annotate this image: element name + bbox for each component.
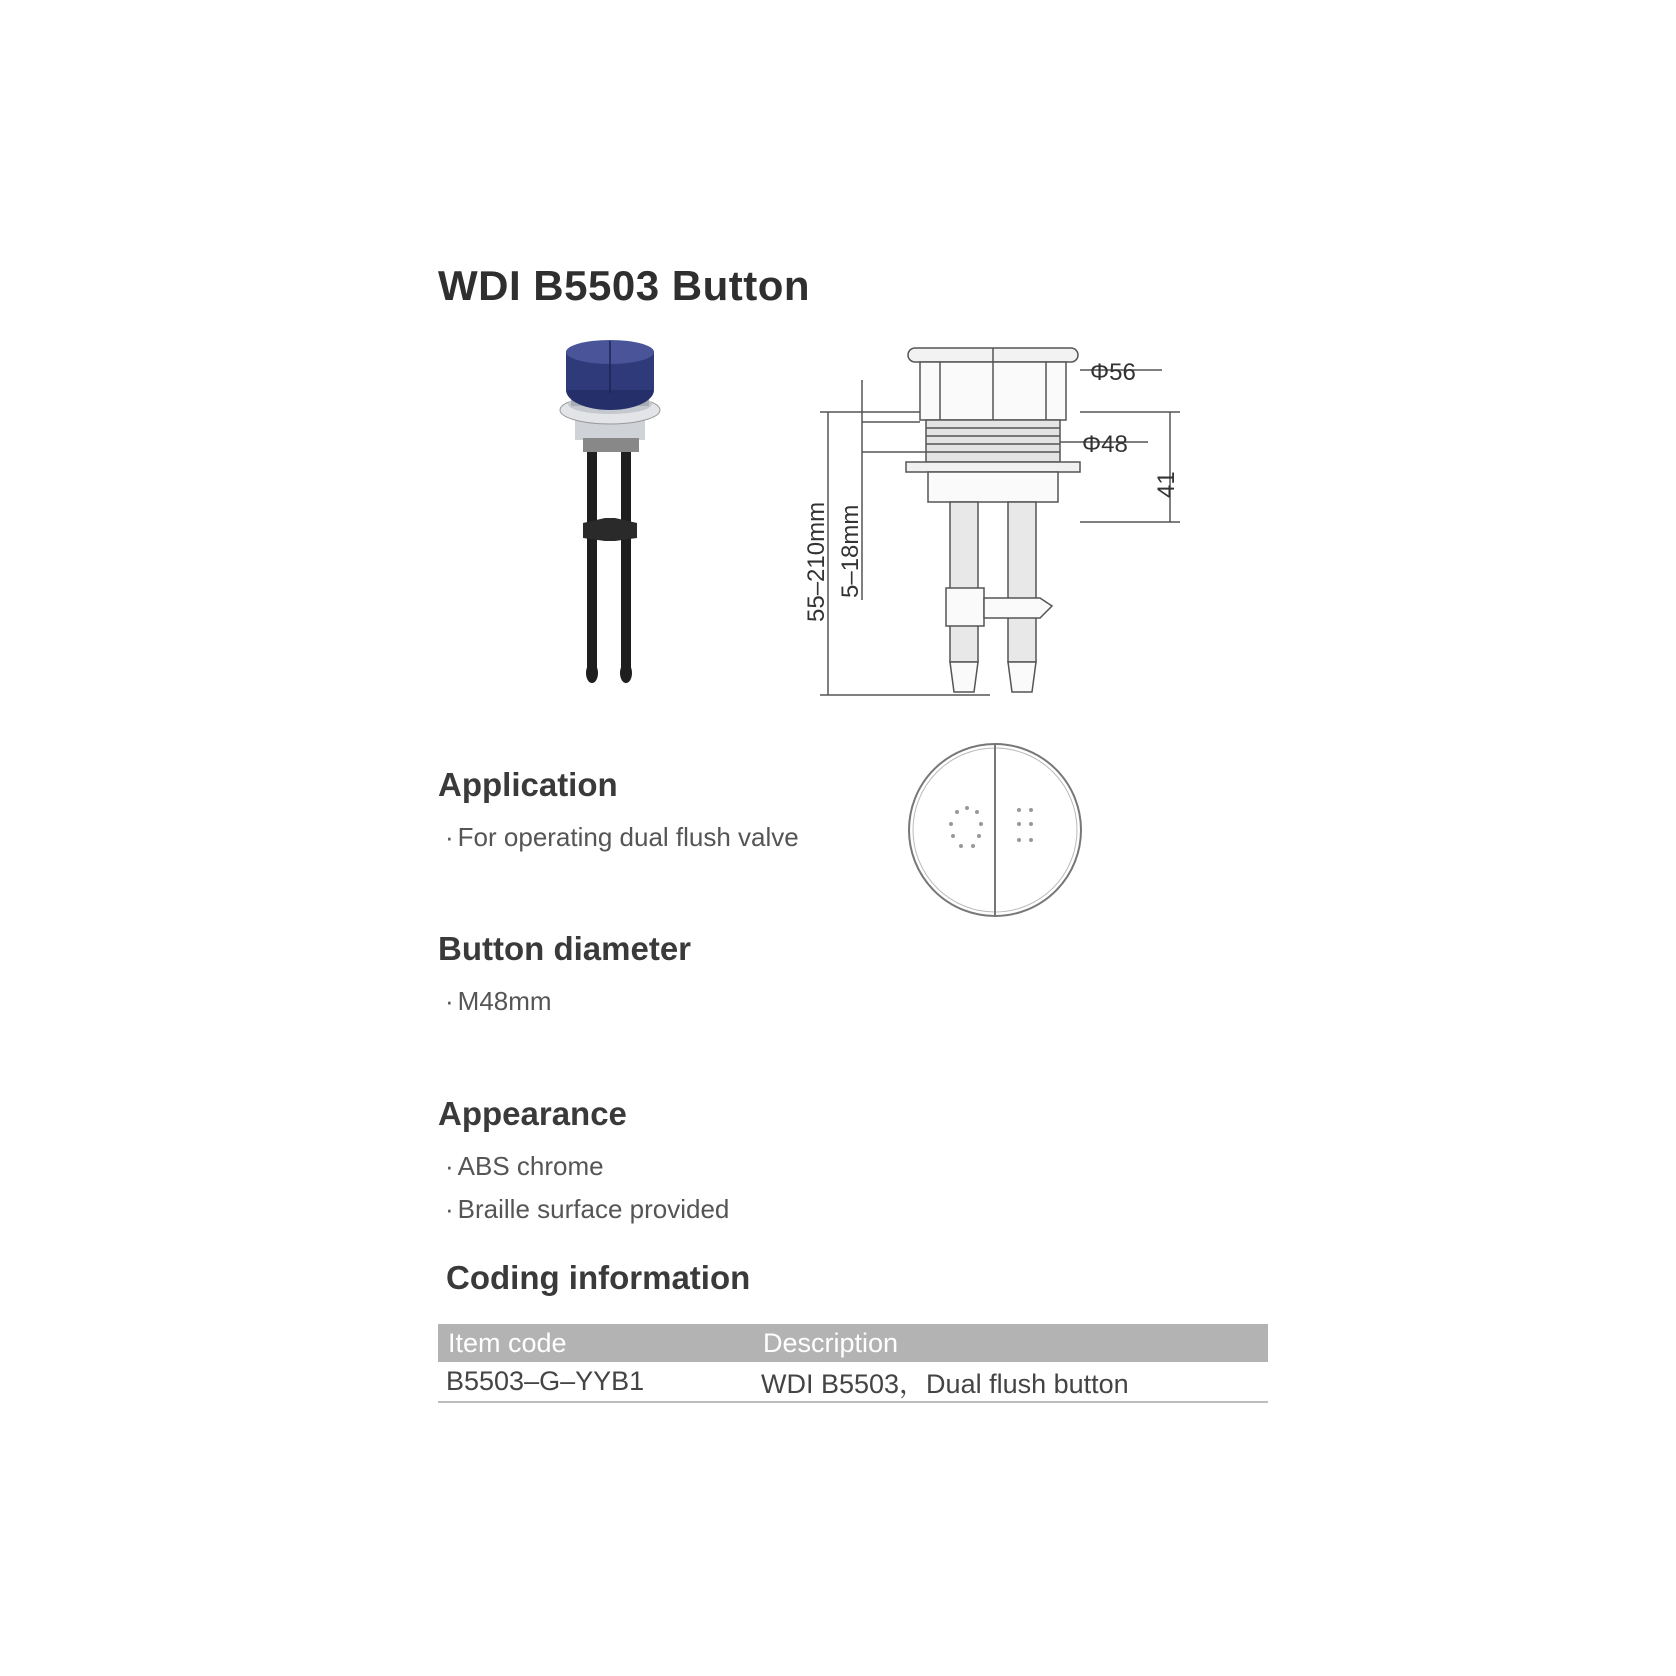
product-title: WDI B5503 Button — [438, 262, 811, 309]
dim-phi48: Φ48 — [1082, 431, 1128, 458]
diameter-item: · M48mm — [445, 986, 552, 1017]
description-cell: WDI B5503，Dual flush button — [753, 1362, 1268, 1402]
coding-table — [438, 1324, 1268, 1403]
technical-drawing — [790, 340, 1190, 710]
dim-height: 41 — [1153, 471, 1180, 498]
column-header-item-code: Item code — [438, 1324, 753, 1362]
appearance-heading: Appearance — [438, 1095, 627, 1132]
dim-thickness: 5–18mm — [837, 504, 864, 598]
product-photo — [545, 338, 675, 688]
appearance-item: · ABS chrome — [445, 1151, 604, 1182]
appearance-item: · Braille surface provided — [445, 1194, 729, 1225]
coding-heading: Coding information — [446, 1259, 751, 1296]
diameter-heading: Button diameter — [438, 930, 692, 967]
table-row — [438, 1362, 1268, 1402]
dim-length: 55–210mm — [803, 501, 830, 622]
application-item: · For operating dual flush valve — [445, 822, 799, 853]
application-heading: Application — [438, 766, 618, 803]
button-front-view — [905, 740, 1085, 920]
dim-phi56: Φ56 — [1090, 359, 1136, 386]
table-header-row — [438, 1324, 1268, 1362]
item-code-cell: B5503–G–YYB1 — [438, 1362, 753, 1402]
column-header-description: Description — [753, 1324, 1268, 1362]
